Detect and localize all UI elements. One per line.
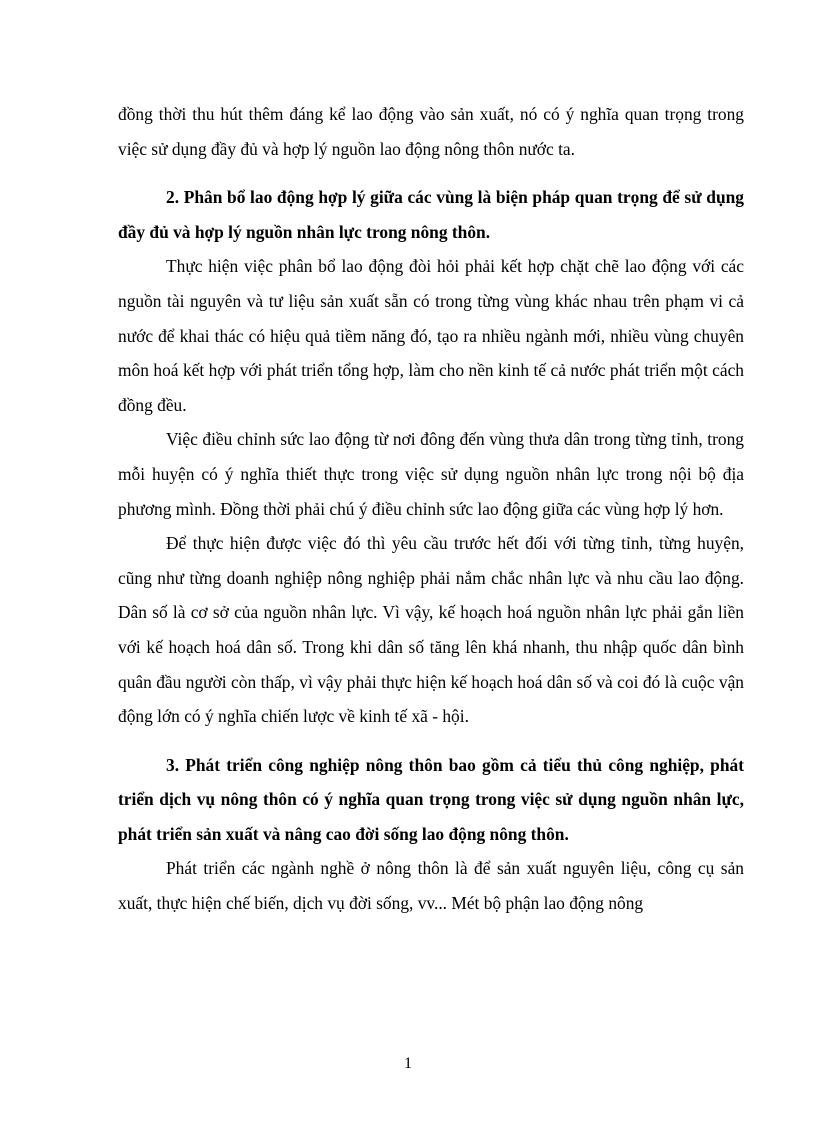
- paragraph-rural-industry: Phát triển các ngành nghề ở nông thôn là để sản xuất nguyên liệu, công cụ sản xuất, thực hiện chế biến, dịch vụ đời sống, vv... Mét bộ phận lao động nông: [118, 858, 744, 914]
- paragraph-continuation: đồng thời thu hút thêm đáng kể lao động vào sản xuất, nó có ý nghĩa quan trọng trong việc sử dụng đầy đủ và hợp lý nguồn lao động nông thôn nước ta.: [118, 104, 744, 159]
- section-heading-2: 2. Phân bổ lao động hợp lý giữa các vùng là biện pháp quan trọng để sử dụng đầy đủ và hợp lý nguồn nhân lực trong nông thôn.: [118, 187, 744, 242]
- section-heading-3: 3. Phát triển công nghiệp nông thôn bao gồm cả tiểu thủ công nghiệp, phát triển dịch vụ nông thôn có ý nghĩa quan trọng trong việc sử dụng nguồn nhân lực, phát triển sản xuất và nâng cao đời sống lao động nông thôn.: [118, 754, 744, 844]
- document-body: [118, 97, 744, 921]
- paragraph-population-planning: Để thực hiện được việc đó thì yêu cầu trước hết đối với từng tỉnh, từng huyện, cũng như từng doanh nghiệp nông nghiệp phải nắm chắc nhân lực và nhu cầu lao động. Dân số là cơ sở của nguồn nhân lực. Vì vậy, kế hoạch hoá nguồn nhân lực phải gắn liền với kế hoạch hoá dân số. Trong khi dân số tăng lên khá nhanh, thu nhập quốc dân bình quân đầu người còn thấp, vì vậy phải thực hiện kế hoạch hoá dân số và coi đó là cuộc vận động lớn có ý nghĩa chiến lược về kinh tế xã - hội.: [118, 533, 744, 727]
- paragraph-labor-allocation: Thực hiện việc phân bổ lao động đòi hỏi phải kết hợp chặt chẽ lao động với các nguồn tài nguyên và tư liệu sản xuất sẵn có trong từng vùng khác nhau trên phạm vi cả nước để khai thác có hiệu quả tiềm năng đó, tạo ra nhiều ngành mới, nhiều vùng chuyên môn hoá kết hợp với phát triển tổng hợp, làm cho nền kinh tế cả nước phát triển một cách đồng đều.: [118, 256, 744, 415]
- paragraph-labor-adjustment: Việc điều chỉnh sức lao động từ nơi đông đến vùng thưa dân trong từng tỉnh, trong mỗi huyện có ý nghĩa thiết thực trong việc sử dụng nguồn nhân lực trong nội bộ địa phương mình. Đồng thời phải chú ý điều chỉnh sức lao động giữa các vùng hợp lý hơn.: [118, 429, 744, 519]
- page-number: 1: [404, 1055, 412, 1072]
